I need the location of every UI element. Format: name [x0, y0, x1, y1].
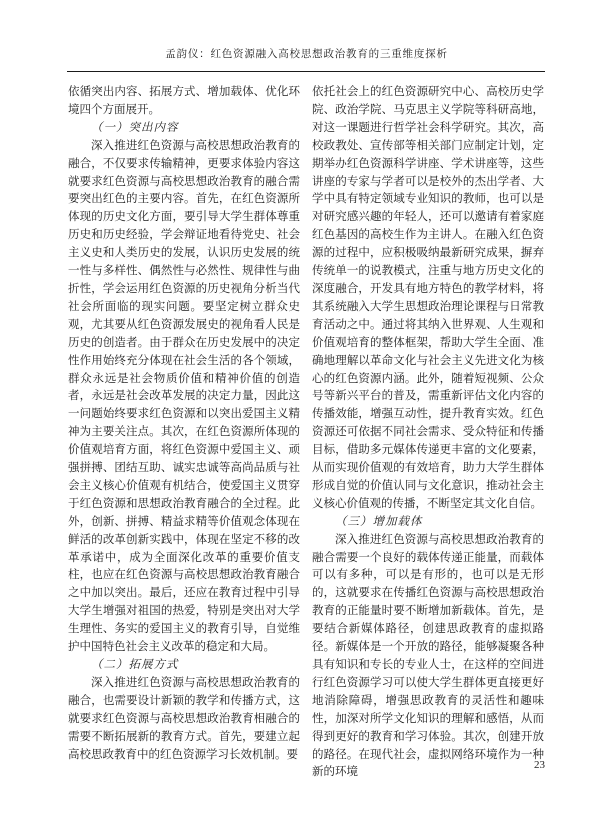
paragraph: 深入推进红色资源与高校思想政治教育的融合，不仅要求传输精神，更要求体验内容这就要求红色资源与高校思想政治教育的融合需要突出红色的主要内容。首先，在红色资源所体现的历史文化方面，要引导大学生群体尊重历史和历史经验，学会辩证地看待党史、社会主义史和人类历史的发展，认识历史发展的统一性与多样性、偶然性与必然性、规律性与曲折性，学会运用红色资源的历史视角分析当代社会所面临的现实问题。要坚定树立群众史观，尤其要从红色资源发展史的视角看人民是历史的创造者。由于群众在历史发展中的决定性作用始终充分体现在社会生活的各个领域，群众永远是社会物质价值和精神价值的创造者，永远是社会改革发展的决定力量，因此这一问题始终要求红色资源和以突出爱国主义精神为主要关注点。其次，在红色资源所体现的价值观培育方面，将红色资源中爱国主义、顽强拼搏、团结互助、诚实忠诚等高尚品质与社会主义核心价值观有机结合，使爱国主义贯穿于红色资源和思想政治教育融合的全过程。此外，创新、拼搏、精益求精等价值观念体现在鲜活的改革创新实践中，体现在坚定不移的改革承诺中，成为全面深化改革的重要价值支柱，也应在红色资源与高校思想政治教育融合之中加以突出。最后，还应在教育过程中引导大学生增强对祖国的热爱，特别是突出对大学生理性、务实的爱国主义的教育引导，自觉维护中国特色社会主义改革的稳定和大局。: [68, 139, 300, 654]
paragraph-continued: 依托社会上的红色资源研究中心、高校历史学院、政治学院、马克思主义学院等科研高地，对这一课题进行哲学社会科学研究。其次，高校政教处、宣传部等相关部门应制定计划，定期举办红色资源科学讲座、学术讲座等，这些讲座的专家与学者可以是校外的杰出学者、大学中具有特定领域专业知识的教师，也可以是对研究感兴趣的年轻人，还可以邀请有着家庭红色基因的高校生作为主讲人。在融入红色资源的过程中，应积极吸纳最新研究成果，摒弃传统单一的说教模式，注重与地方历史文化的深度融合，开发具有地方特色的教学材料，将其系统融入大学生思想政治理论课程与日常教育活动之中。通过将其纳入世界观、人生观和价值观培育的整体框架，帮助大学生全面、准确地理解以革命文化与社会主义先进文化为核心的红色资源内涵。此外，随着短视频、公众号等新兴平台的普及，需重新评估文化内容的传播效能，增强互动性，提升教育实效。红色资源还可依据不同社会需求、受众特征和传播目标，借助多元媒体传递更丰富的文化要素，从而实现价值观的有效培育，助力大学生群体形成自觉的价值认同与文化意识，推动社会主义核心价值观的传播，不断坚定其文化自信。: [312, 86, 544, 510]
running-header-title: 孟韵仪：红色资源融入高校思想政治教育的三重维度探析: [165, 49, 448, 60]
paragraph-continued: 依循突出内容、拓展方式、增加载体、优化环境四个方面展开。: [68, 86, 300, 116]
header-rule: [67, 71, 545, 72]
section-heading-3: （三）增加载体: [335, 515, 423, 528]
section-heading-2: （二）拓展方式: [91, 659, 179, 671]
two-column-body: [68, 84, 545, 782]
section-heading-1: （一）突出内容: [91, 121, 179, 134]
page-number: 23: [534, 759, 545, 771]
paragraph: 深入推进红色资源与高校思想政治教育的融合需要一个良好的载体传递正能量，而载体可以有多种，可以是有形的，也可以是无形的，这就要求在传播红色资源与高校思想政治教育的正能量时要不断增加新载体。首先，是要结合新媒体路径，创建思政教育的虚拟路径。新媒体是一个开放的路径，能够凝聚各种具有知识和专长的专业人士，在这样的空间进行红色资源学习可以使大学生群体更直接更好地消除障碍，增强思政教育的灵活性和趣味性，加深对所学文化知识的理解和感悟，从而得到更好的教育和学习体验。其次，创建开放的路径。在现代社会，虚拟网络环境作为一种新的环境: [312, 533, 544, 779]
paragraph: 深入推进红色资源与高校思想政治教育的融合，也需要设计新颖的教学和传播方式，这就要求红色资源与高校思想政治教育相融合的需要不断拓展新的教育方式。首先，要建立起高校思政教育中的红色资源学习长效机制。要: [68, 676, 300, 761]
left-column: [68, 84, 300, 782]
right-column: [312, 84, 544, 782]
